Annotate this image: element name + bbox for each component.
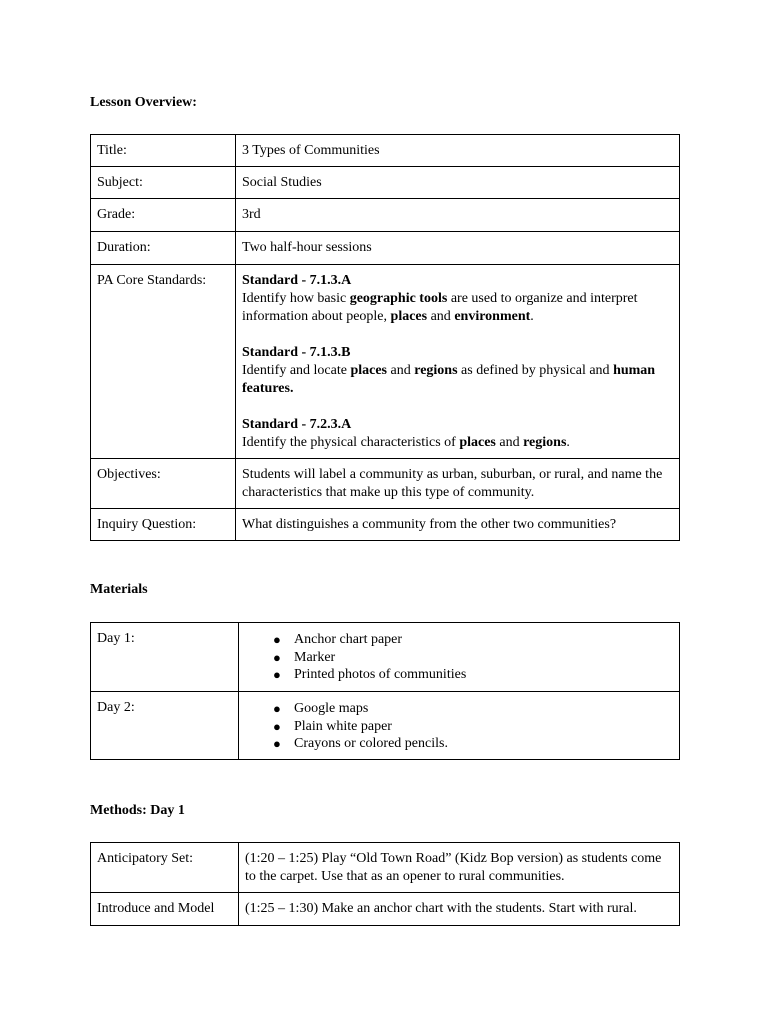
standards-label: PA Core Standards:: [97, 273, 207, 288]
list-item: ● Printed photos of communities: [273, 667, 467, 682]
grade-value: 3rd: [242, 207, 261, 222]
subject-label: Subject:: [97, 175, 143, 190]
methods-day1-heading: Methods: Day 1: [90, 803, 185, 818]
methods-day1-table: [90, 842, 680, 926]
list-item: ● Marker: [273, 649, 336, 665]
lesson-overview-heading: Lesson Overview:: [90, 95, 197, 110]
table-row: [91, 459, 680, 509]
title-value: 3 Types of Communities: [242, 143, 380, 158]
standard-title: Standard - 7.1.3.A: [242, 273, 352, 288]
table-row: [91, 167, 680, 199]
standard-title: Standard - 7.2.3.A: [242, 417, 352, 432]
table-row: [91, 692, 680, 760]
duration-label: Duration:: [97, 240, 151, 255]
standard-description: Identify the physical characteristics of places and regions.: [242, 435, 570, 450]
objectives-label: Objectives:: [97, 467, 161, 482]
subject-value: Social Studies: [242, 175, 322, 190]
table-row: [91, 199, 680, 232]
table-row: [91, 265, 680, 459]
standards-list: [236, 265, 679, 458]
materials-heading: Materials: [90, 582, 148, 597]
inquiry-value: What distinguishes a community from the other two communities?: [242, 517, 617, 532]
list-item: ● Google maps: [273, 701, 369, 716]
duration-value: Two half-hour sessions: [242, 240, 372, 255]
table-row: [91, 135, 680, 167]
standard-description: Identify and locate places and regions as defined by physical and human features.: [242, 363, 656, 396]
table-row: [91, 509, 680, 541]
table-row: [91, 623, 680, 692]
table-row: [91, 843, 680, 893]
inquiry-label: Inquiry Question:: [97, 517, 197, 532]
table-row: [91, 893, 680, 926]
day2-materials-list: [245, 700, 673, 753]
title-label: Title:: [97, 143, 127, 158]
day2-label: Day 2:: [97, 700, 135, 715]
materials-table: [90, 622, 680, 760]
day1-label: Day 1:: [97, 631, 135, 646]
grade-label: Grade:: [97, 207, 136, 222]
lesson-overview-table: [90, 134, 680, 541]
anticipatory-set-label: Anticipatory Set:: [97, 851, 194, 866]
introduce-model-label: Introduce and Model: [97, 901, 215, 916]
introduce-model-value: (1:25 – 1:30) Make an anchor chart with the students. Start with rural.: [245, 901, 637, 916]
list-item: ● Plain white paper: [273, 718, 392, 734]
list-item: ● Crayons or colored pencils.: [273, 736, 448, 751]
standard-title: Standard - 7.1.3.B: [242, 345, 351, 360]
day1-materials-list: [245, 631, 673, 684]
anticipatory-set-value: (1:20 – 1:25) Play “Old Town Road” (Kidz Bop version) as students come to the carpet. Use that as an opener to rural communities.: [245, 851, 662, 884]
table-row: [91, 232, 680, 265]
standard-description: Identify how basic geographic tools are used to organize and interpret information about people, places and environment.: [242, 291, 638, 324]
objectives-value: Students will label a community as urban, suburban, or rural, and name the characteristics that make up this type of community.: [242, 467, 663, 500]
list-item: ● Anchor chart paper: [273, 632, 403, 647]
